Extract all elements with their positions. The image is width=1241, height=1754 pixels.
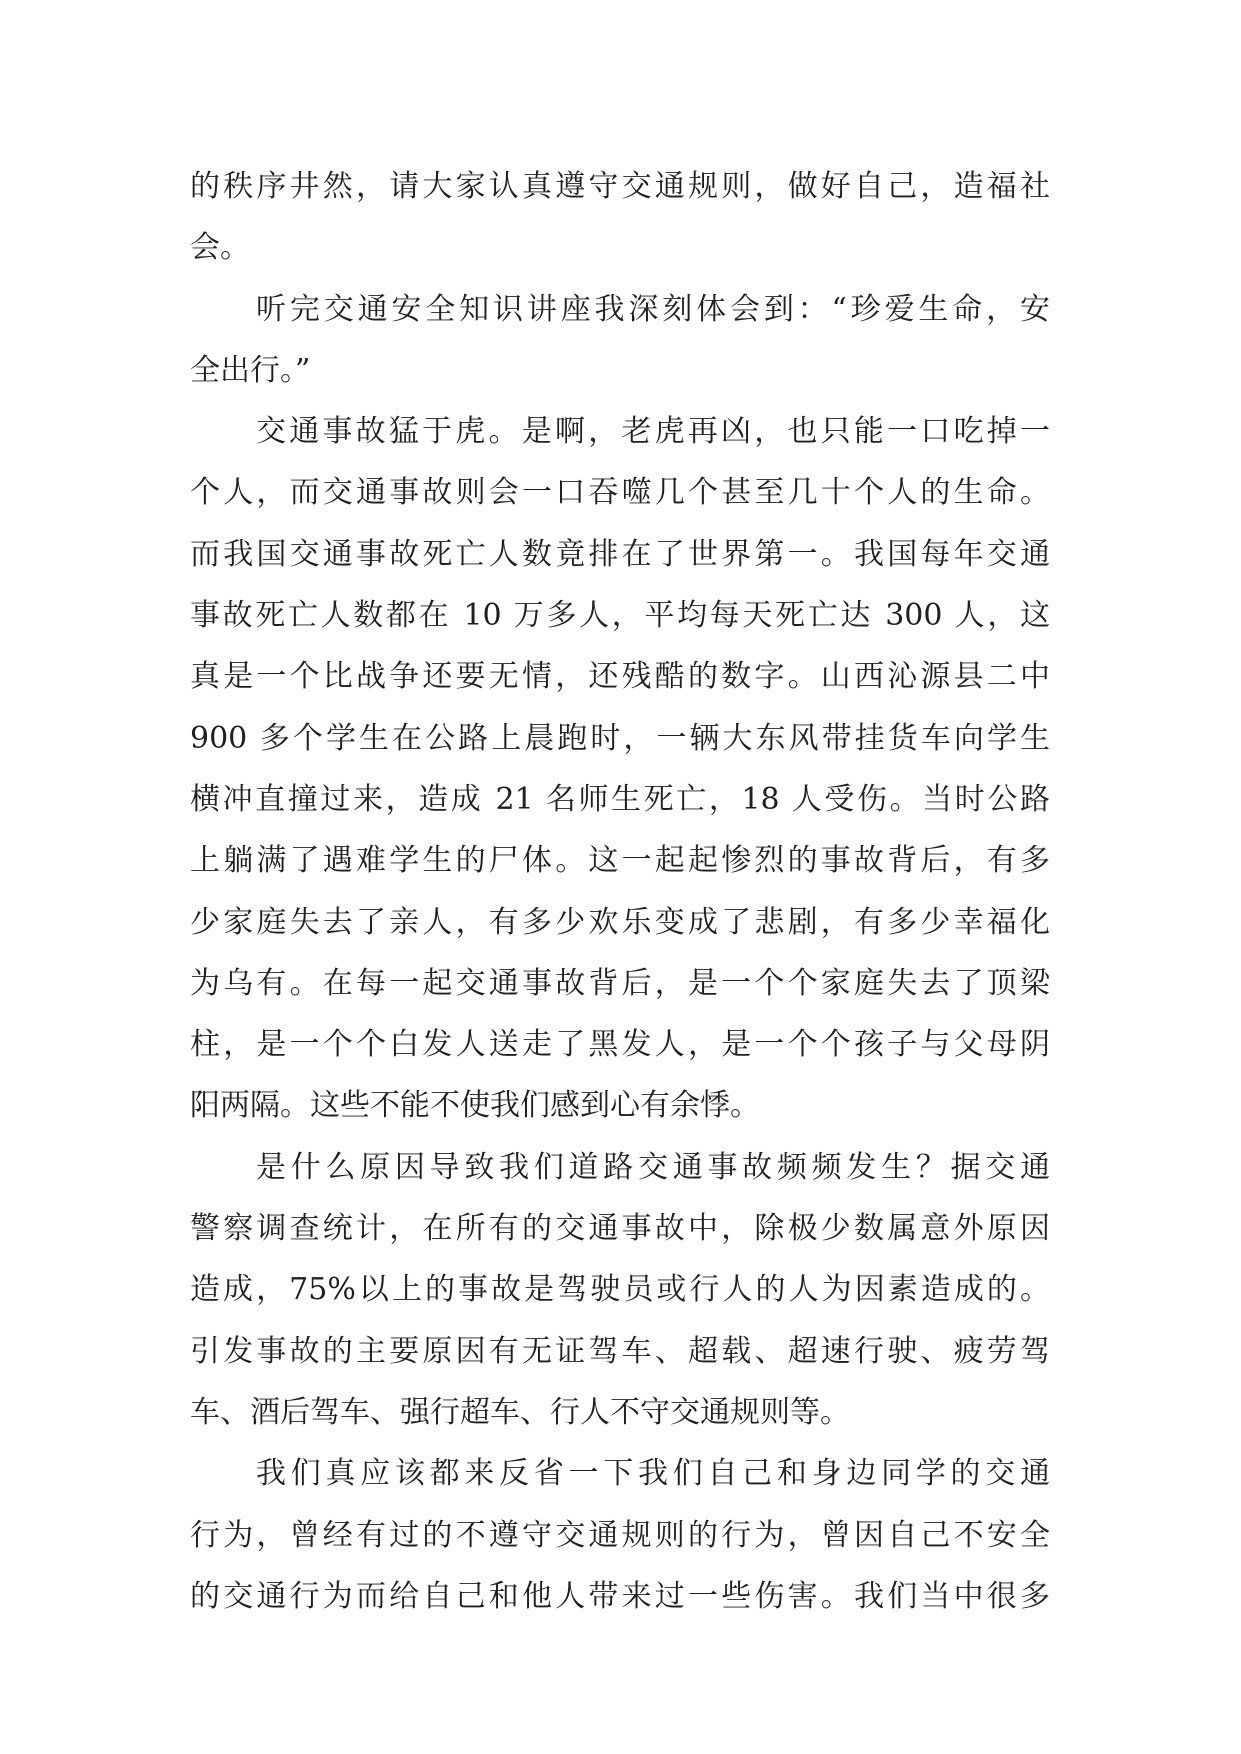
text-line: 是什么原因导致我们道路交通事故频频发生？据交通: [256, 1149, 1050, 1185]
text-line: 听完交通安全知识讲座我深刻体会到：“珍爱生命，安: [256, 291, 1050, 327]
text-line: 车、酒后驾车、强行超车、行人不守交通规则等。: [190, 1394, 850, 1430]
text-line: 警察调查统计，在所有的交通事故中，除极少数属意外原因: [190, 1211, 1050, 1247]
text-line: 引发事故的主要原因有无证驾车、超载、超速行驶、疲劳驾: [190, 1333, 1050, 1369]
text-line: 而我国交通事故死亡人数竟排在了世界第一。我国每年交通: [190, 536, 1050, 572]
body-text: [190, 156, 1050, 1627]
text-line: 900 多个学生在公路上晨跑时，一辆大东风带挂货车向学生: [190, 720, 1050, 756]
text-line: 横冲直撞过来，造成 21 名师生死亡，18 人受伤。当时公路: [190, 781, 1050, 817]
text-line: 真是一个比战争还要无情，还残酷的数字。山西沁源县二中: [190, 659, 1050, 695]
text-line: 行为，曾经有过的不遵守交通规则的行为，曾因自己不安全: [190, 1517, 1050, 1553]
text-line: 柱，是一个个白发人送走了黑发人，是一个个孩子与父母阴: [190, 1027, 1050, 1063]
text-line: 个人，而交通事故则会一口吞噬几个甚至几十个人的生命。: [190, 475, 1050, 511]
text-line: 阳两隔。这些不能不使我们感到心有余悸。: [190, 1088, 760, 1124]
text-line: 全出行。”: [190, 352, 311, 388]
text-line: 事故死亡人数都在 10 万多人，平均每天死亡达 300 人，这: [190, 598, 1050, 634]
text-line: 交通事故猛于虎。是啊，老虎再凶，也只能一口吃掉一: [256, 414, 1050, 450]
text-line: 为乌有。在每一起交通事故背后，是一个个家庭失去了顶梁: [190, 965, 1050, 1001]
text-line: 我们真应该都来反省一下我们自己和身边同学的交通: [256, 1456, 1050, 1492]
text-line: 少家庭失去了亲人，有多少欢乐变成了悲剧，有多少幸福化: [190, 904, 1050, 940]
text-line: 造成，75%以上的事故是驾驶员或行人的人为因素造成的。: [190, 1272, 1050, 1308]
text-line: 的交通行为而给自己和他人带来过一些伤害。我们当中很多: [190, 1578, 1050, 1614]
text-line: 会。: [190, 230, 250, 266]
text-line: 的秩序井然，请大家认真遵守交通规则，做好自己，造福社: [190, 169, 1050, 204]
text-line: 上躺满了遇难学生的尸体。这一起起惨烈的事故背后，有多: [190, 843, 1050, 879]
